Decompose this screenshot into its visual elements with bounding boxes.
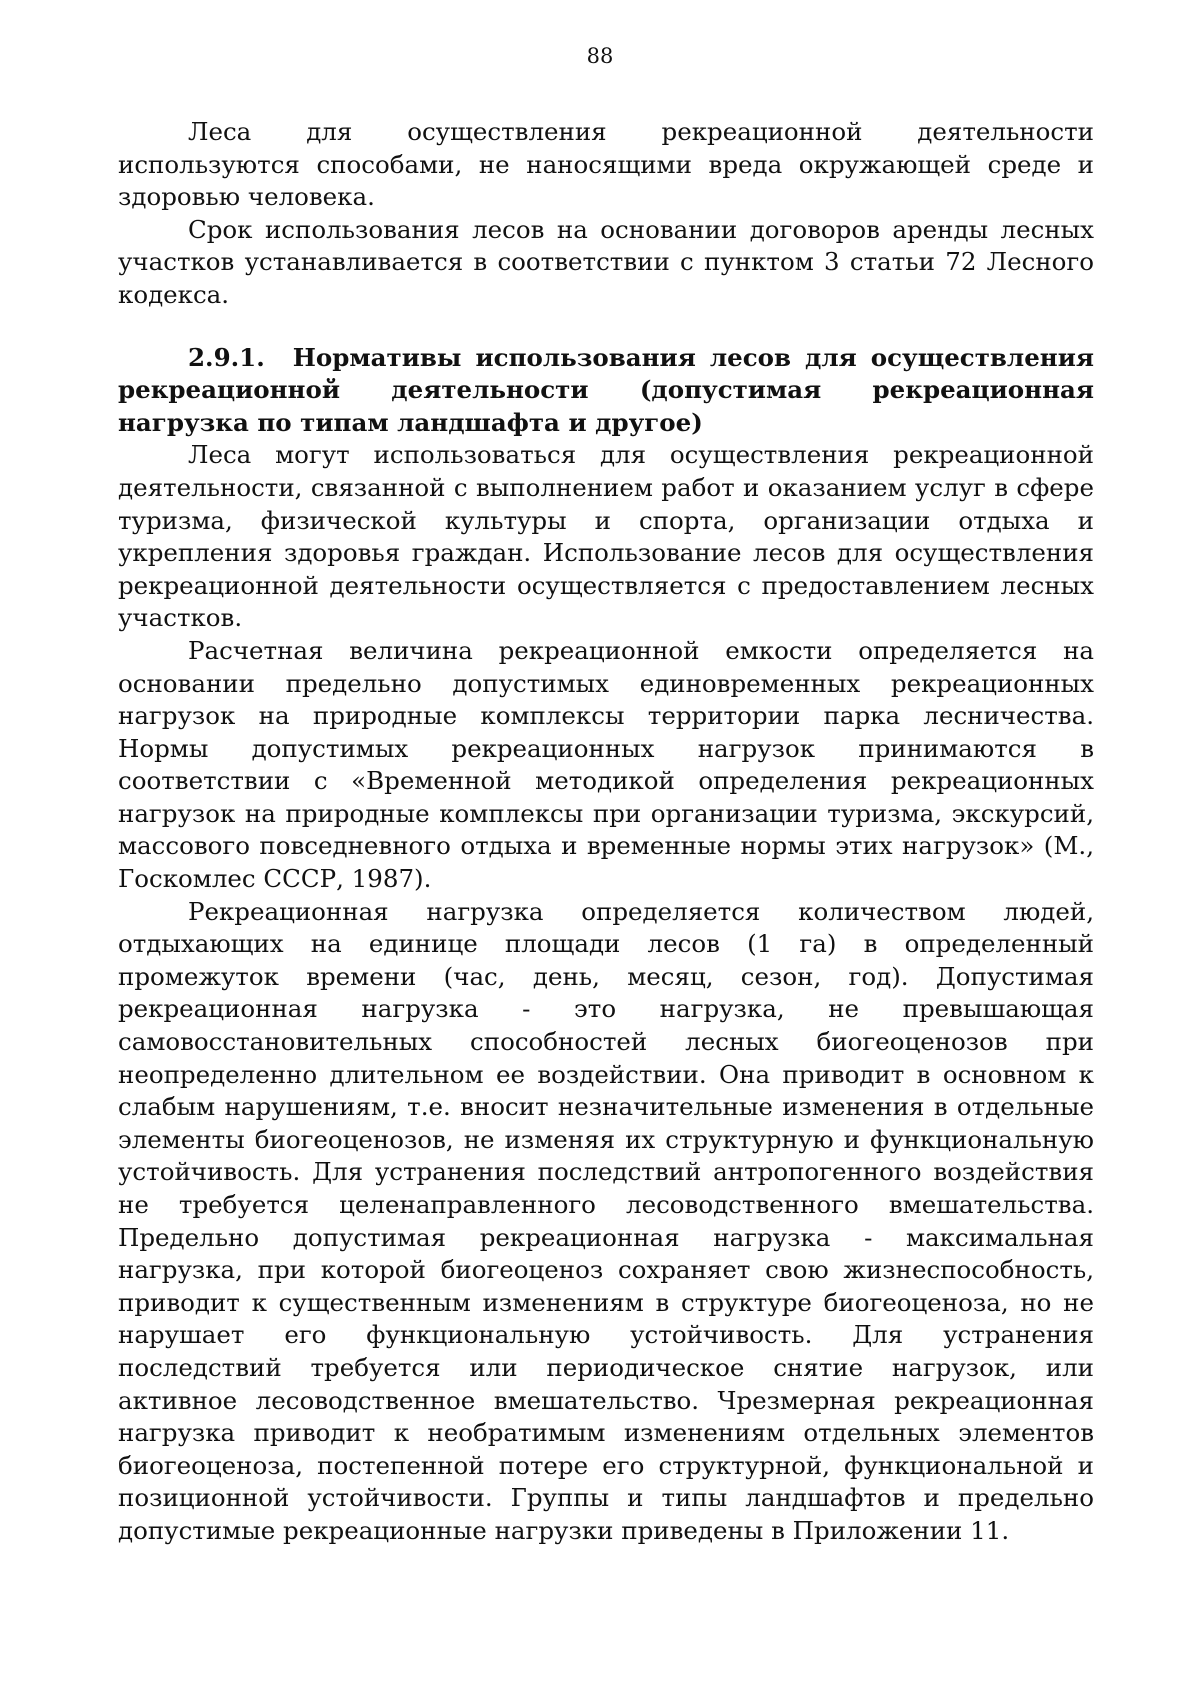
page-number: 88 (586, 44, 614, 68)
section-title: Нормативы использования лесов для осуществления рекреационной деятельности (допустимая рекреационная нагрузка по типам ландшафта и другое) (118, 342, 1094, 437)
page-content (118, 116, 1094, 1548)
section-number: 2.9.1. (188, 342, 265, 372)
paragraph-recreational-activity: Леса могут использоваться для осуществления рекреационной деятельности, связанной с выполнением работ и оказанием услуг в сфере туризма, физической культуры и спорта, организации отдыха и укрепления здоровья граждан. Использование лесов для осуществления рекреационной деятельности осуществляется с предоставлением лесных участков. (118, 440, 1094, 633)
section-heading (118, 342, 1094, 440)
paragraph-forest-use-methods: Леса для осуществления рекреационной деятельности используются способами, не наносящими вреда окружающей среде и здоровью человека. (118, 117, 1094, 212)
paragraph-recreational-capacity: Расчетная величина рекреационной емкости определяется на основании предельно допустимых единовременных рекреационных нагрузок на природные комплексы территории парка лесничества. Нормы допустимых рекреационных нагрузок принимаются в соответствии с «Временной методикой определения рекреационных нагрузок на природные комплексы при организации туризма, экскурсий, массового повседневного отдыха и временные нормы этих нагрузок» (М., Госкомлес СССР, 1987). (118, 635, 1094, 894)
paragraph-recreational-load: Рекреационная нагрузка определяется количеством людей, отдыхающих на единице площади лесов (1 га) в определенный промежуток времени (час, день, месяц, сезон, год). Допустимая рекреационная нагрузка - это нагрузка, не превышающая самовосстановительных способностей лесных биогеоценозов при неопределенно длительном ее воздействии. Она приводит в основном к слабым нарушениям, т.е. вносит незначительные изменения в отдельные элементы биогеоценозов, не изменяя их структурную и функциональную устойчивость. Для устранения последствий антропогенного воздействия не требуется целенаправленного лесоводственного вмешательства. Предельно допустимая рекреационная нагрузка - максимальная нагрузка, при которой биогеоценоз сохраняет свою жизнеспособность, приводит к существенным изменениям в структуре биогеоценоза, но не нарушает его функциональную устойчивость. Для устранения последствий требуется или периодическое снятие нагрузок, или активное лесоводственное вмешательство. Чрезмерная рекреационная нагрузка приводит к необратимым изменениям отдельных элементов биогеоценоза, постепенной потере его структурной, функциональной и позиционной устойчивости. Группы и типы ландшафтов и предельно допустимые рекреационные нагрузки приведены в Приложении 11. (118, 896, 1094, 1545)
paragraph-lease-term: Срок использования лесов на основании договоров аренды лесных участков устанавливается в соответствии с пунктом 3 статьи 72 Лесного кодекса. (118, 214, 1094, 309)
